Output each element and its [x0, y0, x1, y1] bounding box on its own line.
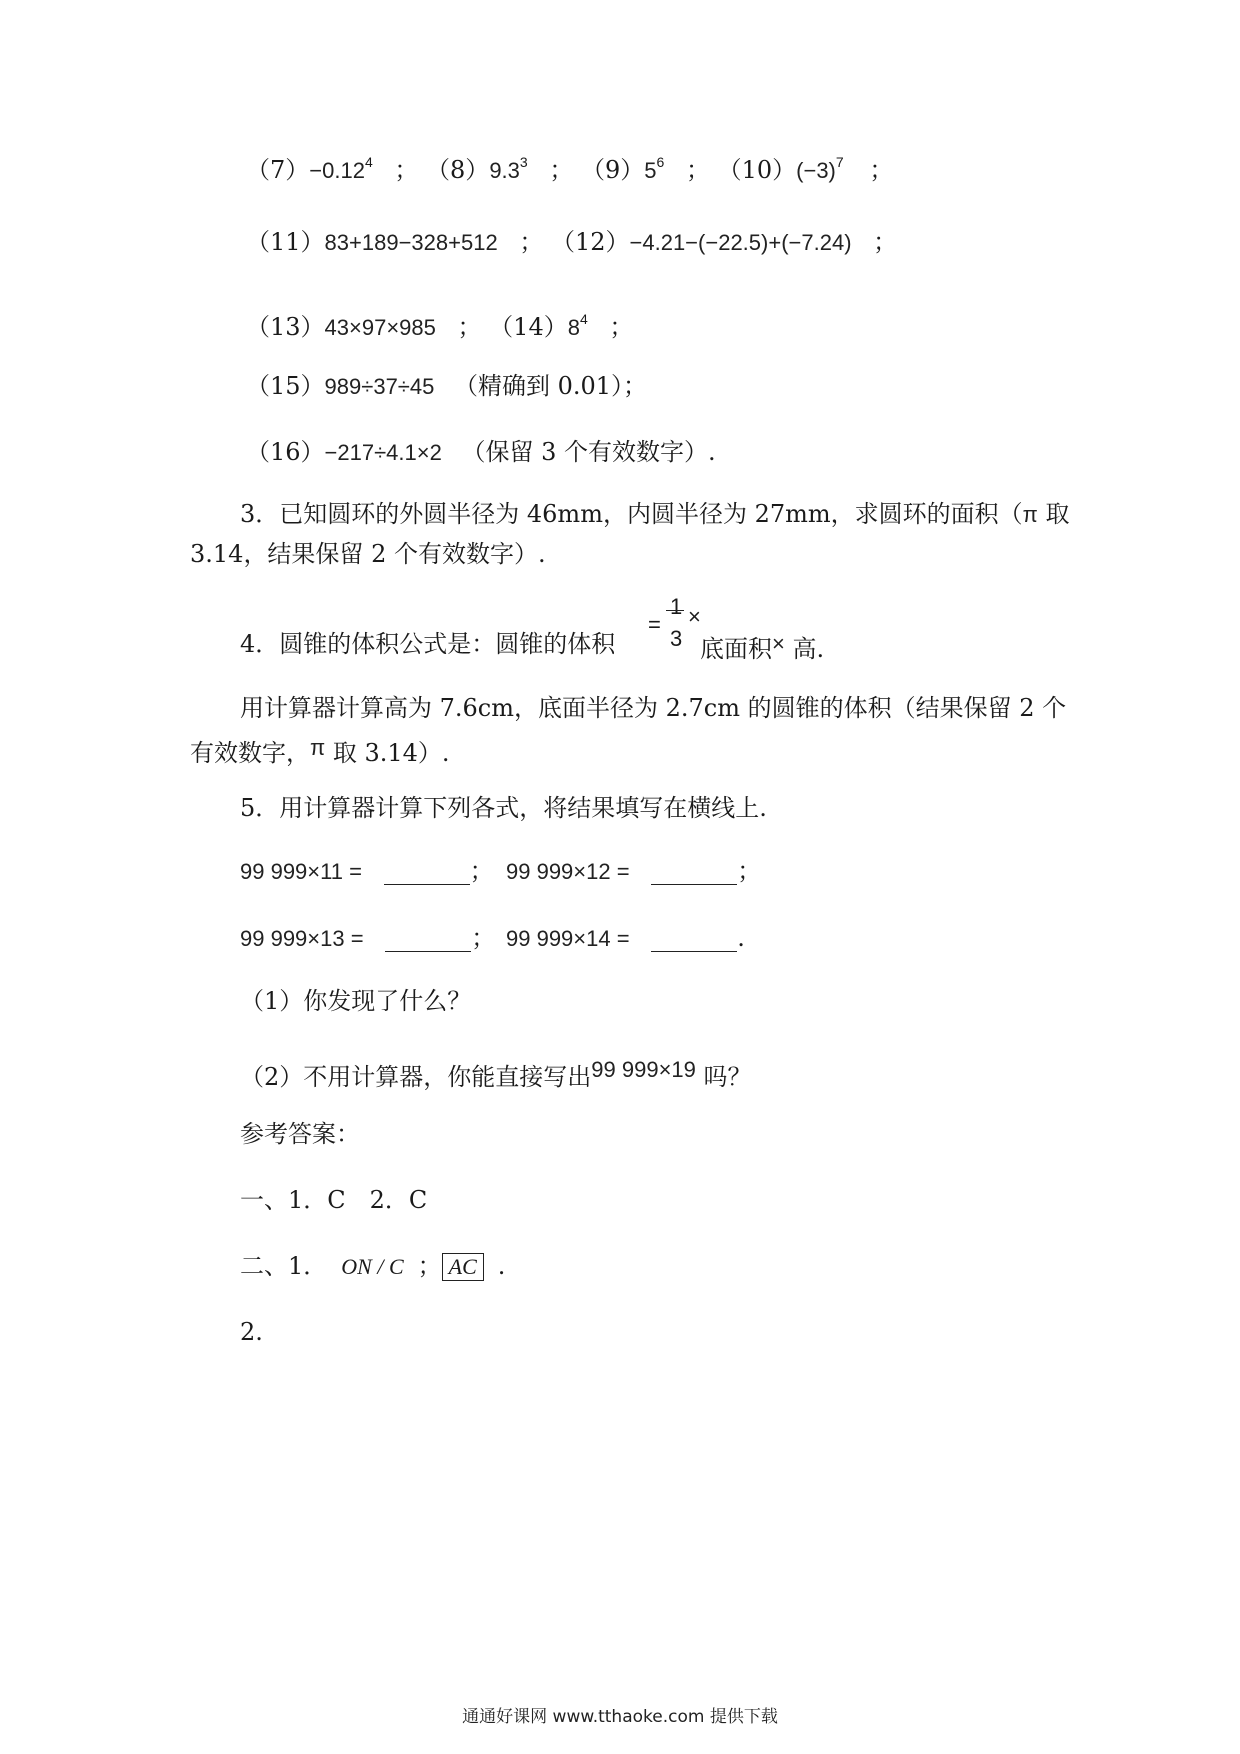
answer-part-1: 一、1．C 2．C — [240, 1186, 428, 1214]
expr-12: −4.21−(−22.5)+(−7.24) — [629, 230, 852, 255]
answer-part-2: 二、1． ON / C ； AC . — [240, 1252, 506, 1280]
expr-9: 5 — [644, 158, 657, 183]
expr-8: 9.3 — [489, 158, 520, 183]
problem-5-title: 5．用计算器计算下列各式，将结果填写在横线上. — [240, 794, 767, 822]
answer-part-3: 2. — [240, 1318, 263, 1346]
fraction-bar — [666, 610, 684, 611]
problem-4-line-3: 有效数字，π 取 3.14）. — [190, 735, 450, 767]
exp-7: 4 — [364, 154, 373, 170]
expr-10: (−3) — [796, 158, 836, 183]
fraction-denominator: 3 — [670, 626, 683, 651]
sub-question-1: （1）你发现了什么？ — [240, 987, 472, 1015]
exp-8: 3 — [519, 154, 528, 170]
expr-11: 83+189−328+512 — [324, 230, 498, 255]
sub-question-2: （2）不用计算器，你能直接写出99 999×19 吗？ — [240, 1057, 752, 1091]
answer-blank-13[interactable] — [385, 925, 471, 952]
on-c-key: ON / C — [341, 1254, 404, 1279]
answer-blank-14[interactable] — [651, 925, 737, 952]
problem-4-line-1b: 底面积× 高. — [700, 631, 825, 663]
expr-16: −217÷4.1×2 — [324, 440, 442, 465]
pi-symbol-2: π — [310, 735, 326, 760]
problem-4-line-2: 用计算器计算高为 7.6cm，底面半径为 2.7cm 的圆锥的体积（结果保留 2 个 — [240, 694, 1067, 722]
page-footer: 通通好课网 www.tthaoke.com 提供下载 — [462, 1707, 778, 1727]
calc-row-2b: 99 999×14 = . — [506, 924, 745, 952]
exercise-row-11-12: （11）83+189−328+512 ； （12）−4.21−(−22.5)+(−7.24) ； — [246, 228, 898, 256]
problem-3-line-2: 3.14，结果保留 2 个有效数字）. — [190, 540, 546, 568]
calc-row-1b: 99 999×12 = ； — [506, 857, 762, 885]
exercise-row-7-10: $(7)-0.12^4$ ； $(8)9.3^3$ ； $(9)5^6$ ； $(10)(-3)^7$ ； — [246, 154, 894, 184]
answer-blank-11[interactable] — [384, 858, 470, 885]
exercise-row-16: （16）−217÷4.1×2 （保留 3 个有效数字）. — [246, 438, 716, 466]
expr-13: 43×97×985 — [324, 315, 436, 340]
pi-symbol: π — [1022, 502, 1038, 527]
problem-3-line-1: 3．已知圆环的外圆半径为 46mm，内圆半径为 27mm，求圆环的面积（π 取 — [240, 500, 1070, 528]
answers-title: 参考答案： — [240, 1120, 360, 1148]
exp-14: 4 — [579, 311, 588, 327]
exercise-row-13-14: （13）43×97×985 ； $(14)8^4$ ； — [246, 311, 634, 341]
expr-7: −0.12 — [309, 158, 365, 183]
calc-row-2: 99 999×13 = ； — [240, 924, 496, 952]
ac-key: AC — [442, 1253, 484, 1281]
exp-10: 7 — [835, 154, 844, 170]
calc-row-1: 99 999×11 = ； — [240, 857, 494, 885]
fraction-numerator: 1 — [670, 594, 683, 619]
exp-9: 6 — [656, 154, 665, 170]
answer-blank-12[interactable] — [651, 858, 737, 885]
expr-15: 989÷37÷45 — [324, 374, 435, 399]
expr-14: 8 — [567, 315, 580, 340]
exercise-row-15: （15）989÷37÷45 （精确到 0.01）； — [246, 372, 648, 400]
expr-19: 99 999×19 — [591, 1057, 696, 1082]
problem-4-line-1: 4．圆锥的体积公式是：圆锥的体积 — [240, 630, 616, 658]
